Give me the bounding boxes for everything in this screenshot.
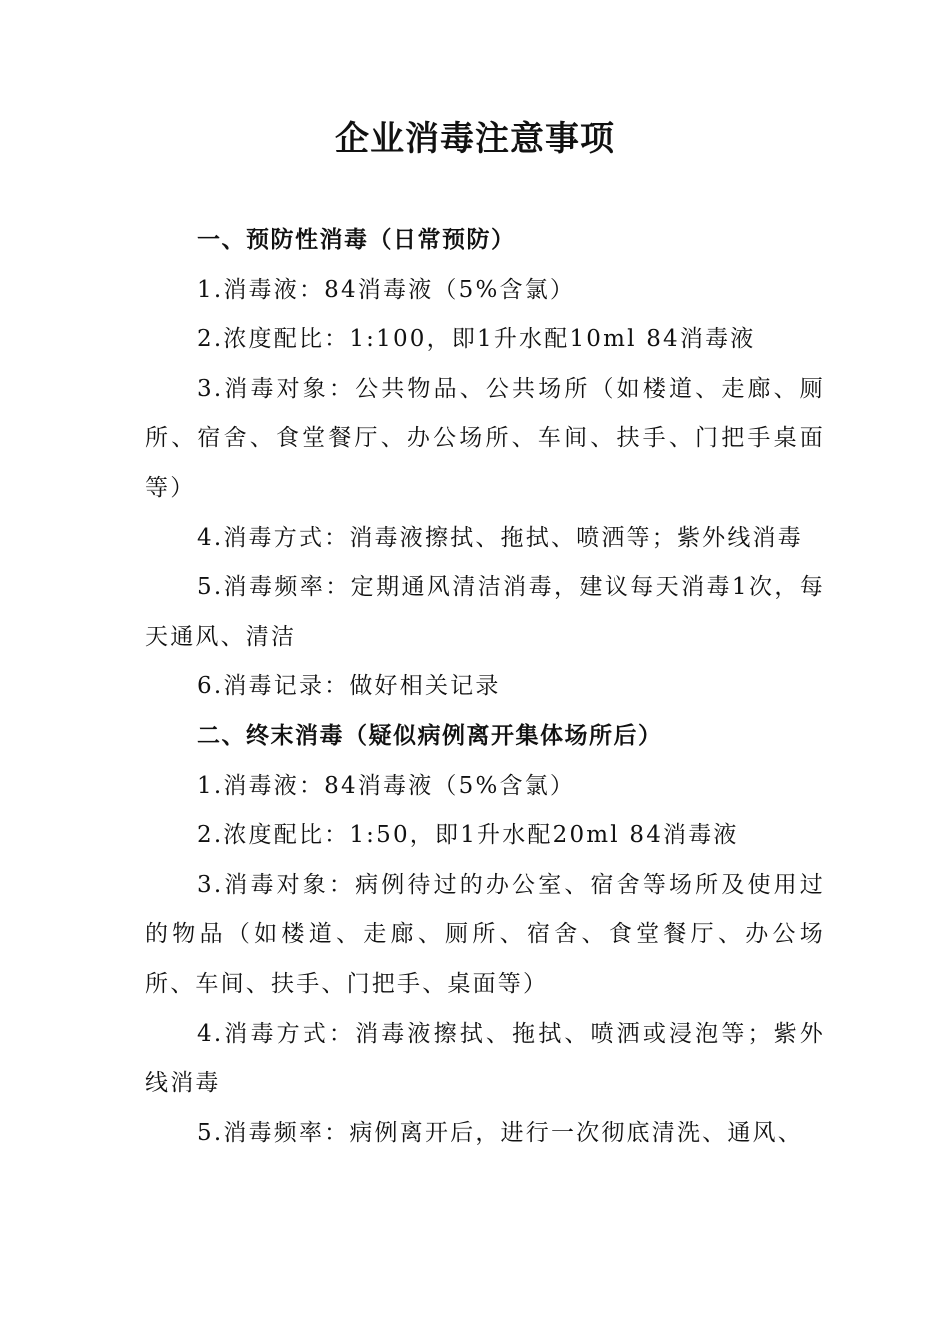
terminal-item-concentration: 2.浓度配比：1:50，即1升水配20ml 84消毒液 bbox=[197, 822, 739, 849]
terminal-item-disinfectant: 1.消毒液：84消毒液（5%含氯） bbox=[197, 772, 576, 799]
preventive-item-objects: 3.消毒对象：公共物品、公共场所（如楼道、走廊、厕所、宿舍、食堂餐厅、办公场所、车间、扶手、门把手桌面等） bbox=[145, 375, 825, 501]
section-heading-terminal: 二、终末消毒（疑似病例离开集体场所后） bbox=[197, 722, 663, 749]
document-title: 企业消毒注意事项 bbox=[335, 119, 615, 159]
preventive-item-concentration: 2.浓度配比：1:100，即1升水配10ml 84消毒液 bbox=[197, 326, 756, 353]
preventive-item-record: 6.消毒记录：做好相关记录 bbox=[197, 673, 501, 700]
section-heading-preventive: 一、预防性消毒（日常预防） bbox=[197, 227, 516, 253]
preventive-item-frequency: 5.消毒频率：定期通风清洁消毒，建议每天消毒1次，每天通风、清洁 bbox=[145, 574, 825, 650]
terminal-item-method: 4.消毒方式：消毒液擦拭、拖拭、喷洒或浸泡等；紫外线消毒 bbox=[145, 1020, 825, 1097]
preventive-item-disinfectant: 1.消毒液：84消毒液（5%含氯） bbox=[197, 276, 576, 303]
document-body bbox=[145, 216, 825, 1158]
terminal-item-objects: 3.消毒对象：病例待过的办公室、宿舍等场所及使用过的物品（如楼道、走廊、厕所、宿舍、食堂餐厅、办公场所、车间、扶手、门把手、桌面等） bbox=[145, 871, 825, 997]
preventive-item-method: 4.消毒方式：消毒液擦拭、拖拭、喷洒等；紫外线消毒 bbox=[197, 524, 803, 551]
terminal-item-frequency: 5.消毒频率：病例离开后，进行一次彻底清洗、通风、 bbox=[197, 1119, 803, 1146]
